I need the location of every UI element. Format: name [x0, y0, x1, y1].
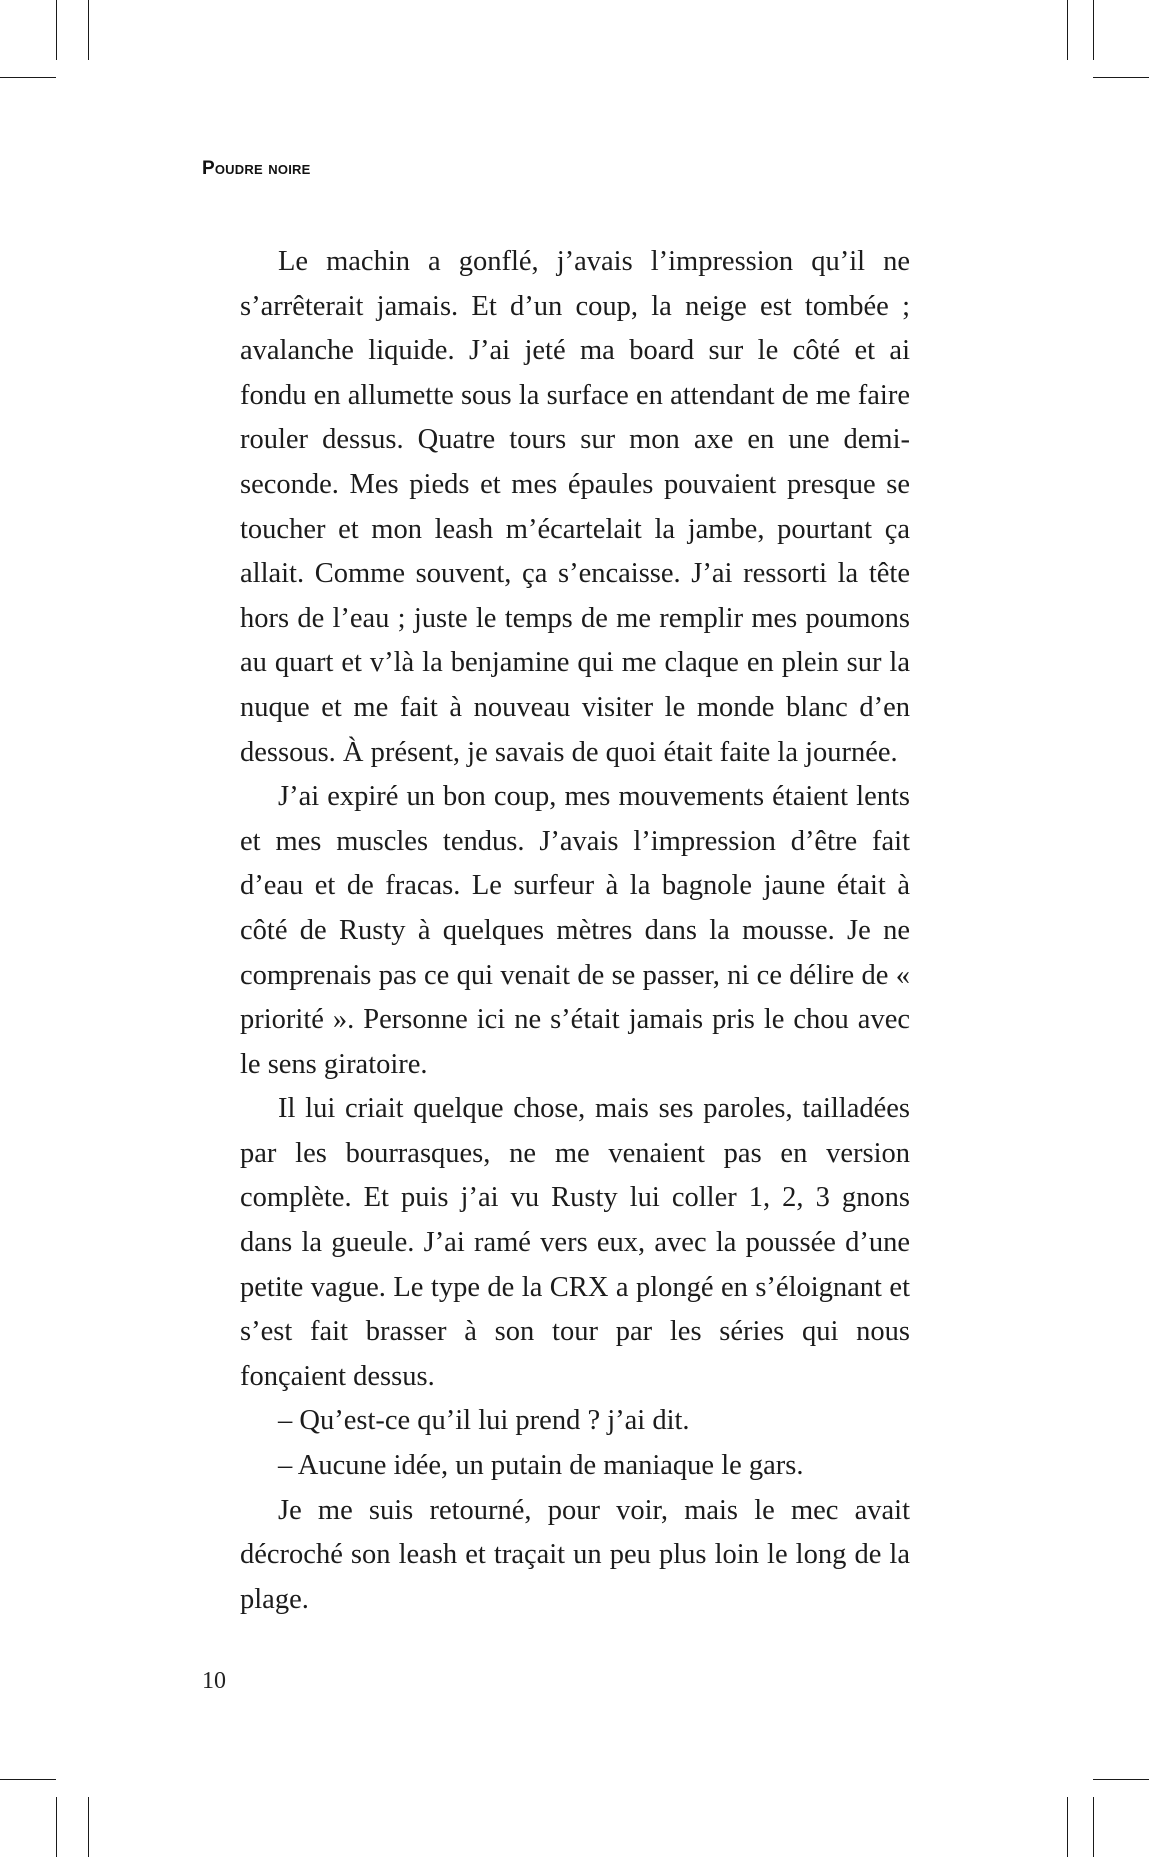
- crop-mark: [1093, 0, 1094, 60]
- running-head: Poudre noire: [202, 158, 311, 179]
- dialogue-line: – Aucune idée, un putain de maniaque le gars.: [278, 1450, 804, 1482]
- crop-mark: [0, 77, 56, 78]
- crop-mark: [1093, 77, 1149, 78]
- page-number: 10: [202, 1668, 226, 1694]
- dialogue-line: – Qu’est-ce qu’il lui prend ? j’ai dit.: [278, 1405, 690, 1437]
- body-text: [240, 240, 910, 1622]
- crop-mark: [1067, 0, 1068, 60]
- crop-mark: [88, 1797, 89, 1857]
- crop-mark: [1093, 1797, 1094, 1857]
- crop-mark: [0, 1779, 56, 1780]
- paragraph: Je me suis retourné, pour voir, mais le mec avait décroché son leash et traçait un peu plus loin le long de la plage.: [240, 1494, 910, 1615]
- crop-mark: [56, 1797, 57, 1857]
- paragraph: Il lui criait quelque chose, mais ses paroles, tailladées par les bourrasques, ne me venaient pas en version complète. Et puis j’ai vu Rusty lui coller 1, 2, 3 gnons dans la gueule. J’ai ramé vers eux, avec la poussée d’une petite vague. Le type de la CRX a plongé en s’éloignant et s’est fait brasser à son tour par les séries qui nous fonçaient dessus.: [240, 1093, 910, 1392]
- crop-mark: [1067, 1797, 1068, 1857]
- crop-mark: [1093, 1779, 1149, 1780]
- crop-mark: [88, 0, 89, 60]
- paragraph: Le machin a gonflé, j’avais l’impression qu’il ne s’arrêterait jamais. Et d’un coup, la neige est tombée ; avalanche liquide. J’ai jeté ma board sur le côté et ai fondu en allumette sous la surface en attendant de me faire rouler dessus. Quatre tours sur mon axe en une demi-seconde. Mes pieds et mes épaules pouvaient presque se toucher et mon leash m’écartelait la jambe, pourtant ça allait. Comme souvent, ça s’encaisse. J’ai ressorti la tête hors de l’eau ; juste le temps de me remplir mes poumons au quart et v’là la benjamine qui me claque en plein sur la nuque et me fait à nouveau visiter le monde blanc d’en dessous. À présent, je savais de quoi était faite la journée.: [240, 246, 910, 768]
- paragraph: J’ai expiré un bon coup, mes mouvements étaient lents et mes muscles tendus. J’avais l’impression d’être fait d’eau et de fracas. Le surfeur à la bagnole jaune était à côté de Rusty à quelques mètres dans la mousse. Je ne comprenais pas ce qui venait de se passer, ni ce délire de « priorité ». Personne ici ne s’était jamais pris le chou avec le sens giratoire.: [240, 781, 910, 1080]
- crop-mark: [56, 0, 57, 60]
